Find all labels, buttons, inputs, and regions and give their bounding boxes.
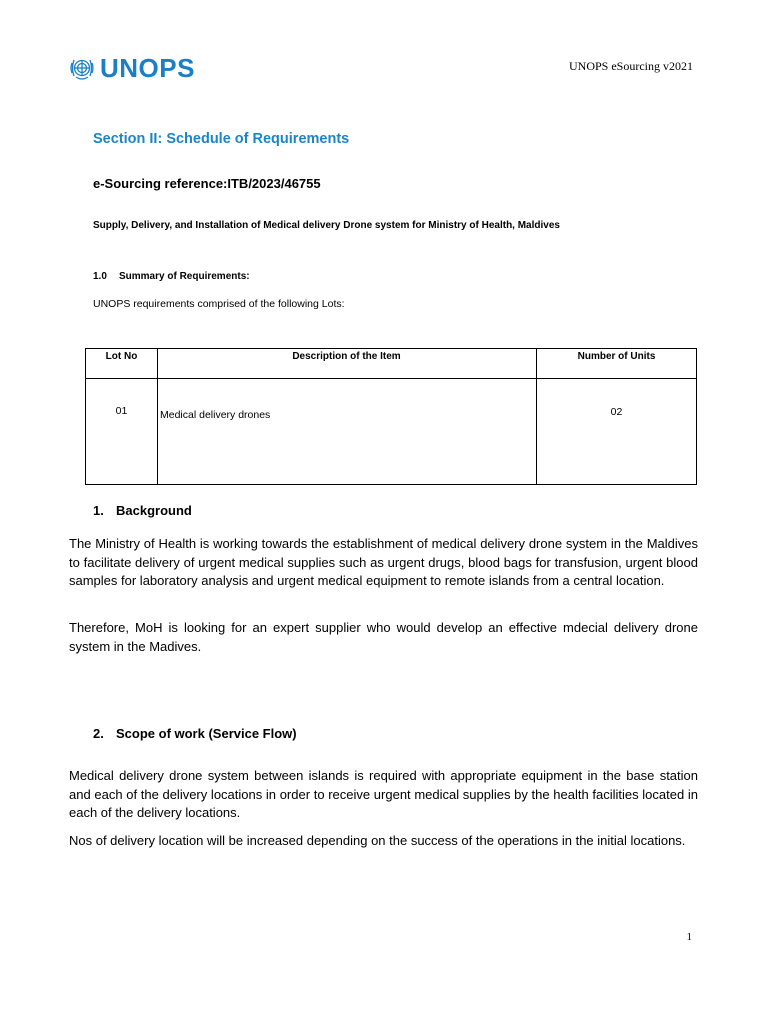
scope-paragraph-1: Medical delivery drone system between islands is required with appropriate equipment in the base station and each of the delivery locations in order to receive urgent medical supplies by the health facilities located in each of the delivery locations. xyxy=(69,768,698,820)
table-row xyxy=(86,379,697,485)
background-paragraph-1: The Ministry of Health is working towards the establishment of medical delivery drone system in the Maldives to facilitate delivery of urgent medical supplies such as urgent drugs, blood bags for transfusion, urgent blood samples for laboratory analysis and urgent medical equipment to remote islands from a central location. xyxy=(69,536,698,588)
page-number: 1 xyxy=(686,931,692,943)
background-number: 1. xyxy=(93,503,104,518)
logo-text: UNOPS xyxy=(100,53,195,83)
background-title: Background xyxy=(116,503,192,518)
supply-title: Supply, Delivery, and Installation of Medical delivery Drone system for Ministry of Health, Maldives xyxy=(93,220,560,231)
summary-title: Summary of Requirements: xyxy=(119,271,250,282)
background-paragraph-2: Therefore, MoH is looking for an expert supplier who would develop an effective mdecial delivery drone system in the Madives. xyxy=(69,620,698,654)
summary-heading xyxy=(93,271,250,282)
header-description: Description of the Item xyxy=(158,349,537,379)
scope-number: 2. xyxy=(93,726,104,741)
description-cell: Medical delivery drones xyxy=(158,379,537,485)
lots-intro: UNOPS requirements comprised of the following Lots: xyxy=(93,298,345,310)
lots-table xyxy=(85,348,697,485)
header-lot-no: Lot No xyxy=(86,349,158,379)
lot-no-cell: 01 xyxy=(86,379,158,485)
un-emblem-icon xyxy=(69,55,95,81)
section-title: Section II: Schedule of Requirements xyxy=(93,131,350,147)
background-heading xyxy=(93,503,192,518)
unops-logo xyxy=(69,55,195,81)
scope-title: Scope of work (Service Flow) xyxy=(116,726,297,741)
doc-version: UNOPS eSourcing v2021 xyxy=(568,59,693,73)
header-units: Number of Units xyxy=(537,349,697,379)
scope-paragraph-2: Nos of delivery location will be increased depending on the success of the operations in the initial locations. xyxy=(69,833,686,848)
esourcing-reference: e-Sourcing reference:ITB/2023/46755 xyxy=(93,176,321,191)
units-cell: 02 xyxy=(537,379,697,485)
summary-number: 1.0 xyxy=(93,271,107,282)
scope-heading xyxy=(93,726,297,741)
table-header-row xyxy=(86,349,697,379)
